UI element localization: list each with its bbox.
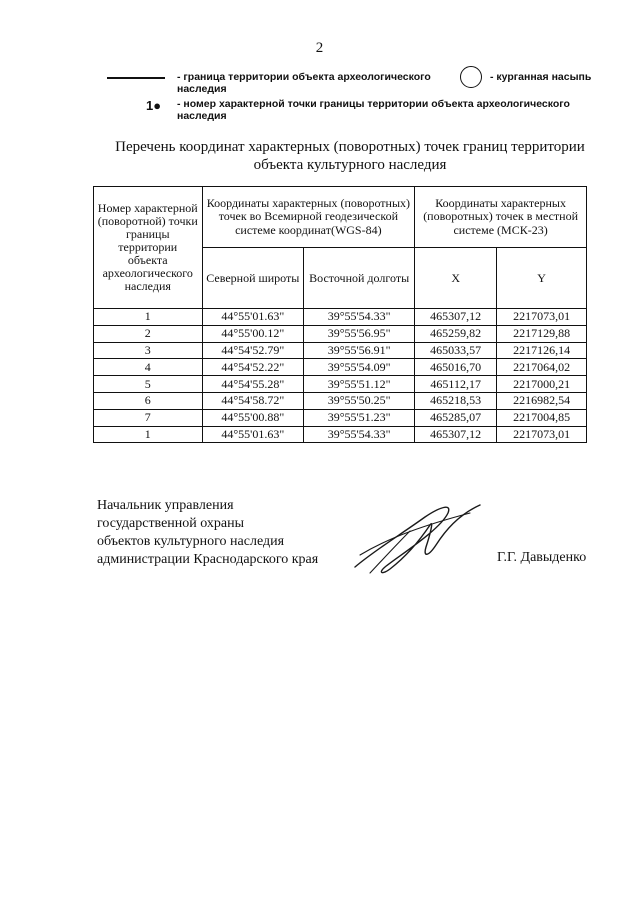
header-longitude: Восточной долготы: [304, 248, 415, 309]
table-row: [94, 325, 587, 342]
cell-longitude: 39°55'56.91": [304, 342, 415, 359]
cell-latitude: 44°54'55.28": [202, 376, 304, 393]
cell-number: 3: [94, 342, 203, 359]
cell-longitude: 39°55'54.33": [304, 426, 415, 443]
cell-longitude: 39°55'54.33": [304, 309, 415, 326]
signatory-line-4: администрации Краснодарского края: [97, 552, 319, 567]
table-row: [94, 426, 587, 443]
signatory-name: Г.Г. Давыденко: [497, 550, 587, 565]
cell-number: 1: [94, 426, 203, 443]
cell-x: 465218,53: [415, 392, 497, 409]
legend-boundary-text: - граница территории объекта археологического наследия: [177, 71, 431, 95]
legend-point-text: - номер характерной точки границы территории объекта археологического наследия: [177, 98, 570, 122]
cell-number: 7: [94, 409, 203, 426]
signatory-line-1: Начальник управления: [97, 498, 234, 513]
header-wgs84: Координаты характерных (поворотных) точек во Всемирной геодезической системе координат(WGS-84): [202, 187, 415, 248]
cell-y: 2217004,85: [497, 409, 587, 426]
document-title: [60, 138, 639, 174]
header-latitude: Северной широты: [202, 248, 304, 309]
cell-number: 5: [94, 376, 203, 393]
cell-number: 6: [94, 392, 203, 409]
cell-x: 465016,70: [415, 359, 497, 376]
header-x: X: [415, 248, 497, 309]
header-msk23: Координаты характерных (поворотных) точек в местной системе (МСК-23): [415, 187, 587, 248]
cell-latitude: 44°54'58.72": [202, 392, 304, 409]
cell-number: 1: [94, 309, 203, 326]
cell-latitude: 44°55'00.12": [202, 325, 304, 342]
page-number: 2: [315, 40, 324, 56]
cell-y: 2217064,02: [497, 359, 587, 376]
cell-latitude: 44°54'52.22": [202, 359, 304, 376]
signatory-line-2: государственной охраны: [97, 516, 245, 531]
cell-y: 2217073,01: [497, 309, 587, 326]
table-row: [94, 392, 587, 409]
cell-latitude: 44°55'01.63": [202, 309, 304, 326]
table-row: [94, 359, 587, 376]
cell-x: 465033,57: [415, 342, 497, 359]
cell-number: 2: [94, 325, 203, 342]
cell-x: 465285,07: [415, 409, 497, 426]
cell-longitude: 39°55'51.23": [304, 409, 415, 426]
point-marker-symbol: 1●: [146, 98, 162, 113]
table-row: [94, 409, 587, 426]
cell-x: 465307,12: [415, 426, 497, 443]
cell-longitude: 39°55'54.09": [304, 359, 415, 376]
title-line-2: объекта культурного наследия: [253, 157, 447, 173]
handwritten-signature: [330, 495, 490, 580]
cell-x: 465307,12: [415, 309, 497, 326]
mound-circle-symbol: [460, 66, 482, 88]
table-row: [94, 309, 587, 326]
table-row: [94, 376, 587, 393]
cell-y: 2217000,21: [497, 376, 587, 393]
header-point-number: Номер характерной (поворотной) точки границы территории объекта археологического наследия: [94, 187, 203, 309]
title-line-1: Перечень координат характерных (поворотных) точек границ территории: [115, 139, 585, 155]
cell-y: 2217126,14: [497, 342, 587, 359]
cell-latitude: 44°54'52.79": [202, 342, 304, 359]
cell-latitude: 44°55'01.63": [202, 426, 304, 443]
table-row: [94, 342, 587, 359]
cell-x: 465259,82: [415, 325, 497, 342]
boundary-line-symbol: [107, 77, 165, 79]
cell-number: 4: [94, 359, 203, 376]
cell-longitude: 39°55'50.25": [304, 392, 415, 409]
cell-y: 2217129,88: [497, 325, 587, 342]
legend-mound-text: - курганная насыпь: [490, 71, 592, 83]
cell-x: 465112,17: [415, 376, 497, 393]
signatory-title: [97, 497, 318, 569]
cell-longitude: 39°55'56.95": [304, 325, 415, 342]
cell-latitude: 44°55'00.88": [202, 409, 304, 426]
cell-y: 2216982,54: [497, 392, 587, 409]
cell-longitude: 39°55'51.12": [304, 376, 415, 393]
cell-y: 2217073,01: [497, 426, 587, 443]
signatory-line-3: объектов культурного наследия: [97, 534, 285, 549]
header-y: Y: [497, 248, 587, 309]
coordinates-table: [93, 186, 587, 443]
